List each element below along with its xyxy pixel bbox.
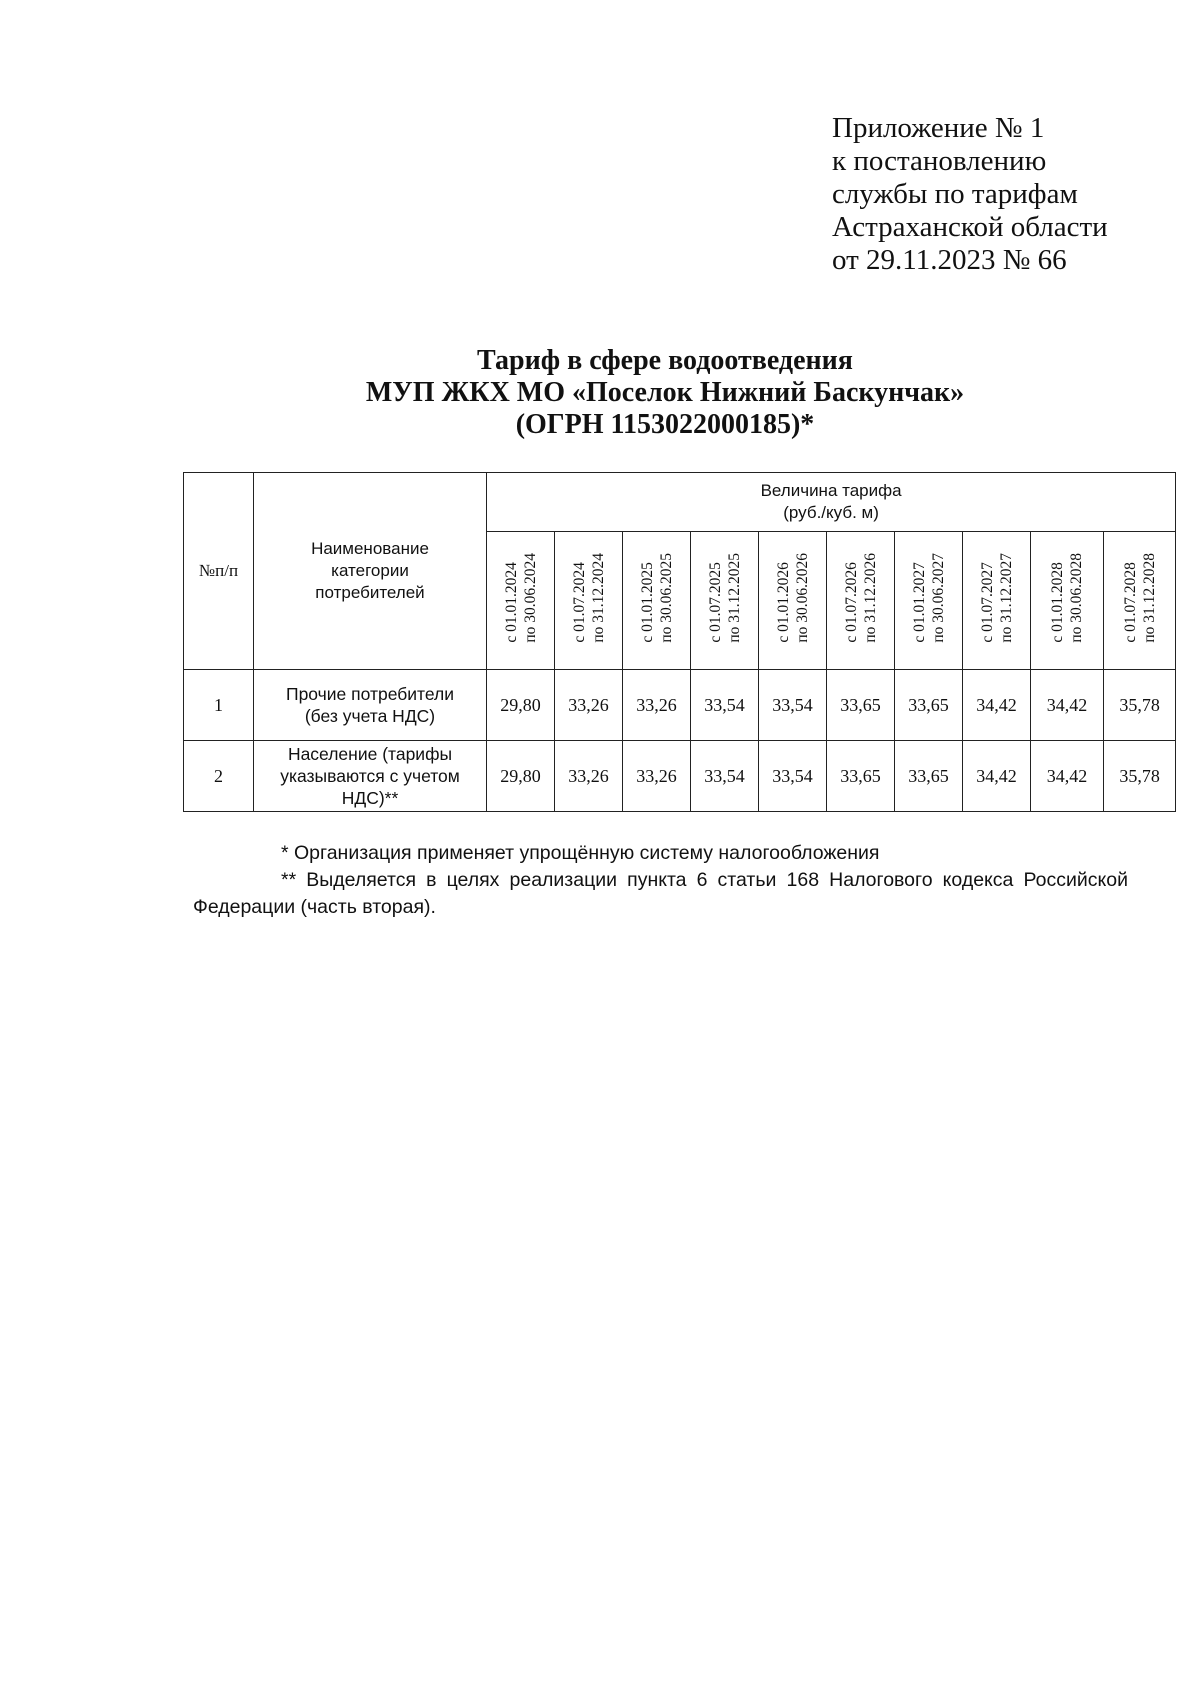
tariff-value: 35,78 — [1104, 741, 1176, 812]
period-from: с 01.01.2025 — [638, 562, 656, 643]
period-from: с 01.07.2024 — [570, 562, 588, 643]
tariff-value: 33,26 — [623, 670, 691, 741]
period-to: по 30.06.2024 — [521, 553, 539, 643]
tariff-value: 33,26 — [555, 670, 623, 741]
period-to: по 31.12.2028 — [1140, 553, 1158, 643]
tariff-value: 33,26 — [555, 741, 623, 812]
appendix-line: службы по тарифам — [832, 178, 1078, 210]
tariff-value: 29,80 — [487, 741, 555, 812]
tariff-value: 33,65 — [895, 670, 963, 741]
period-header — [1104, 532, 1176, 670]
row-category-text: Население (тарифы указываются с учетом НДС)** — [280, 744, 460, 808]
tariff-value: 33,54 — [691, 670, 759, 741]
period-header — [827, 532, 895, 670]
period-to: по 30.06.2025 — [657, 553, 675, 643]
period-to: по 31.12.2027 — [997, 553, 1015, 643]
period-header — [691, 532, 759, 670]
period-header — [1031, 532, 1104, 670]
period-from: с 01.07.2027 — [978, 562, 996, 643]
header-category — [254, 473, 487, 670]
period-header — [759, 532, 827, 670]
title-line: (ОГРН 1153022000185)* — [515, 409, 815, 440]
table-row — [184, 670, 1176, 741]
tariff-value: 33,54 — [759, 670, 827, 741]
appendix-line: от 29.11.2023 № 66 — [832, 244, 1067, 276]
period-from: с 01.01.2027 — [910, 562, 928, 643]
period-from: с 01.01.2026 — [774, 562, 792, 643]
tariff-value: 33,26 — [623, 741, 691, 812]
tariff-table — [183, 472, 1176, 812]
row-category — [254, 741, 487, 812]
period-from: с 01.07.2026 — [842, 562, 860, 643]
title-line: Тариф в сфере водоотведения — [477, 345, 853, 376]
period-header — [623, 532, 691, 670]
footnotes — [193, 840, 1128, 921]
period-header — [895, 532, 963, 670]
period-to: по 31.12.2025 — [725, 553, 743, 643]
tariff-value: 29,80 — [487, 670, 555, 741]
tariff-value: 33,54 — [691, 741, 759, 812]
period-header — [487, 532, 555, 670]
tariff-value: 33,65 — [827, 670, 895, 741]
footnote-1: * Организация применяет упрощённую систему налогообложения — [281, 842, 880, 864]
tariff-value: 33,65 — [895, 741, 963, 812]
document-title — [180, 345, 1150, 441]
period-header — [555, 532, 623, 670]
period-to: по 30.06.2026 — [793, 553, 811, 643]
footnote-2: ** Выделяется в целях реализации пункта 6 статьи 168 Налогового кодекса Российской Федерации (часть вторая). — [193, 869, 1128, 918]
tariff-value: 33,65 — [827, 741, 895, 812]
period-to: по 31.12.2024 — [589, 553, 607, 643]
period-from: с 01.07.2025 — [706, 562, 724, 643]
header-tariff-group — [487, 473, 1176, 532]
row-number: 1 — [184, 670, 254, 741]
tariff-value: 34,42 — [963, 741, 1031, 812]
period-from: с 01.01.2024 — [502, 562, 520, 643]
tariff-value: 34,42 — [1031, 670, 1104, 741]
tariff-value: 34,42 — [963, 670, 1031, 741]
row-category-text: Прочие потребители (без учета НДС) — [285, 684, 454, 726]
period-to: по 30.06.2027 — [929, 553, 947, 643]
table-row — [184, 741, 1176, 812]
period-from: с 01.07.2028 — [1121, 562, 1139, 643]
tariff-value: 35,78 — [1104, 670, 1176, 741]
row-category — [254, 670, 487, 741]
period-to: по 30.06.2028 — [1068, 553, 1085, 643]
header-tariff-title: Величина тарифа — [760, 481, 902, 500]
header-category-text: Наименование категории потребителей — [311, 539, 429, 602]
appendix-line: к постановлению — [832, 145, 1047, 177]
period-from: с 01.01.2028 — [1049, 562, 1066, 643]
period-header — [963, 532, 1031, 670]
appendix-line: Астраханской области — [832, 211, 1108, 243]
appendix-line: Приложение № 1 — [832, 112, 1045, 144]
period-to: по 31.12.2026 — [861, 553, 879, 643]
title-line: МУП ЖКХ МО «Поселок Нижний Баскунчак» — [365, 377, 965, 408]
tariff-value: 34,42 — [1031, 741, 1104, 812]
header-number: №п/п — [184, 473, 254, 670]
header-tariff-unit: (руб./куб. м) — [783, 503, 879, 522]
tariff-value: 33,54 — [759, 741, 827, 812]
row-number: 2 — [184, 741, 254, 812]
appendix-block — [832, 112, 1172, 277]
